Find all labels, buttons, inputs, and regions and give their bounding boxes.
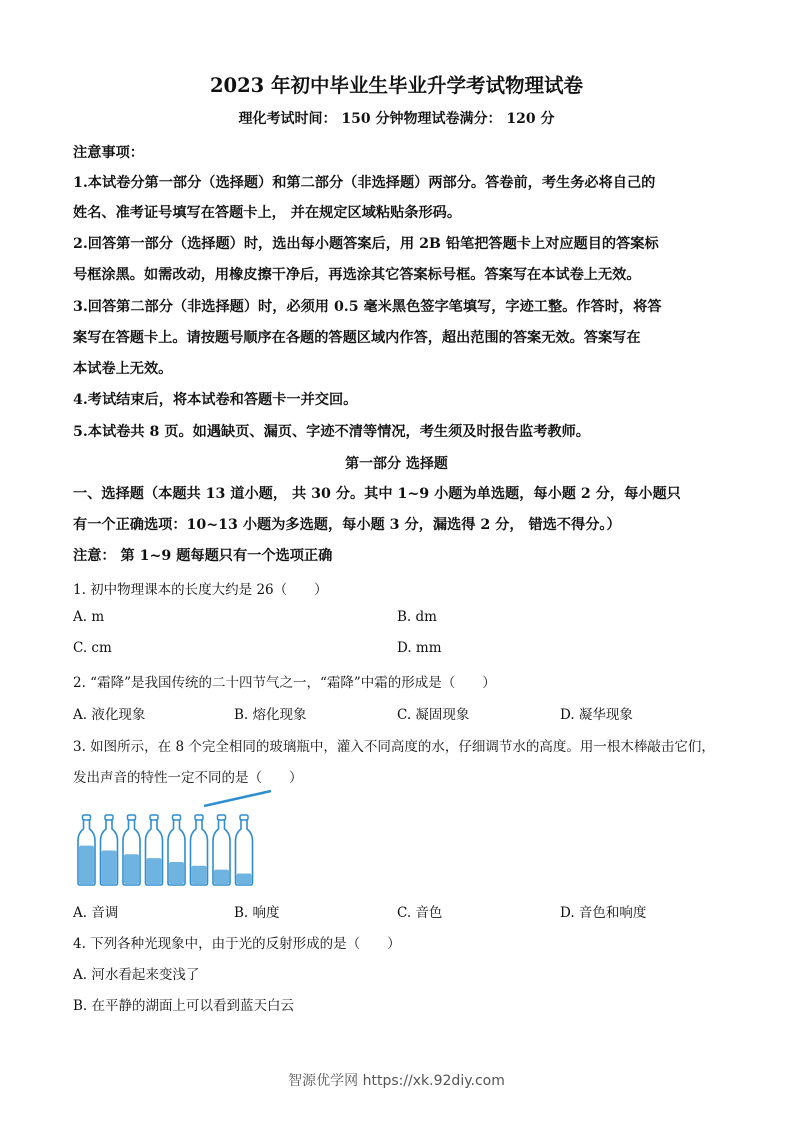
bottle-5 <box>168 815 185 885</box>
notice-line-9: 5.本试卷共 8 页。如遇缺页、漏页、字迹不清等情况，考生须及时报告监考教师。 <box>73 424 590 440</box>
question-2-stem: 2. “霜降”是我国传统的二十四节气之一，“霜降”中霜的形成是（ ） <box>73 675 496 691</box>
notice-line-4: 号框涂黑。如需改动，用橡皮擦干净后，再选涂其它答案标号框。答案写在本试卷上无效。 <box>73 267 641 283</box>
bottle-water <box>214 870 229 884</box>
bottle-7 <box>213 815 230 885</box>
question-1-option-b: B. dm <box>397 609 437 625</box>
notice-line-5: 3.回答第二部分（非选择题）时，必须用 0.5 毫米黑色签字笔填写，字迹工整。作答时，将答 <box>73 299 662 315</box>
question-3-stem-line-2: 发出声音的特性一定不同的是（ ） <box>73 770 303 786</box>
bottle-water <box>102 850 117 884</box>
exam-info: 理化考试时间： 150 分钟物理试卷满分： 120 分 <box>238 111 555 127</box>
question-3-option-d: D. 音色和响度 <box>560 905 647 921</box>
question-1-option-c: C. cm <box>73 640 112 656</box>
bottle-cap <box>150 815 158 820</box>
bottle-cap <box>128 815 136 820</box>
bottle-water <box>79 846 94 884</box>
watermark: 智源优学网 https://xk.92diy.com <box>288 1073 505 1089</box>
bottles-figure <box>70 785 280 890</box>
notice-line-8: 4.考试结束后，将本试卷和答题卡一并交回。 <box>73 392 358 408</box>
question-4-stem: 4. 下列各种光现象中，由于光的反射形成的是（ ） <box>73 936 401 952</box>
bottle-water <box>147 858 162 884</box>
bottle-water <box>192 866 207 884</box>
notice-line-2: 姓名、准考证号填写在答题卡上， 并在规定区域粘贴条形码。 <box>73 205 462 221</box>
section-line-2: 有一个正确选项：10~13 小题为多选题，每小题 3 分，漏选得 2 分， 错选不得分。） <box>73 517 621 533</box>
question-2-option-c: C. 凝固现象 <box>397 707 470 723</box>
section-line-1: 一、选择题（本题共 13 道小题， 共 30 分。其中 1~9 小题为单选题，每小题 2 分，每小题只 <box>73 486 681 502</box>
bottle-cap <box>173 815 181 820</box>
note-line: 注意： 第 1~9 题每题只有一个选项正确 <box>73 548 333 564</box>
stick <box>204 791 271 806</box>
bottle-4 <box>146 815 163 885</box>
notice-line-6: 案写在答题卡上。请按题号顺序在各题的答题区域内作答，超出范围的答案无效。答案写在 <box>73 330 641 346</box>
question-4-option-a: A. 河水看起来变浅了 <box>73 967 200 983</box>
notice-line-7: 本试卷上无效。 <box>73 361 173 377</box>
page-title: 2023 年初中毕业生毕业升学考试物理试卷 <box>209 74 584 97</box>
question-3-option-c: C. 音色 <box>397 905 443 921</box>
bottle-cap <box>218 815 226 820</box>
bottle-cap <box>83 815 91 820</box>
question-2-option-b: B. 熔化现象 <box>234 707 307 723</box>
question-3-option-a: A. 音调 <box>73 905 119 921</box>
bottle-1 <box>78 815 95 885</box>
question-1-option-a: A. m <box>73 609 105 625</box>
bottle-water <box>169 862 184 884</box>
bottle-water <box>237 873 252 884</box>
question-4-option-b: B. 在平静的湖面上可以看到蓝天白云 <box>73 998 295 1014</box>
part-one-heading: 第一部分 选择题 <box>345 456 448 472</box>
bottle-6 <box>191 815 208 885</box>
question-1-option-d: D. mm <box>397 640 442 656</box>
bottle-3 <box>123 815 140 885</box>
bottle-cap <box>105 815 113 820</box>
bottle-water <box>124 854 139 884</box>
bottle-8 <box>236 815 253 885</box>
notice-line-1: 1.本试卷分第一部分（选择题）和第二部分（非选择题）两部分。答卷前，考生务必将自己的 <box>73 175 656 191</box>
bottle-cap <box>195 815 203 820</box>
question-3-option-b: B. 响度 <box>234 905 280 921</box>
question-1-stem: 1. 初中物理课本的长度大约是 26（ ） <box>73 582 328 598</box>
bottle-2 <box>101 815 118 885</box>
question-3-stem-line-1: 3. 如图所示，在 8 个完全相同的玻璃瓶中，灌入不同高度的水，仔细调节水的高度。用一根木棒敲击它们， <box>73 739 715 755</box>
notice-heading: 注意事项： <box>73 145 144 161</box>
notice-line-3: 2.回答第一部分（选择题）时，选出每小题答案后，用 2B 铅笔把答题卡上对应题目的答案标 <box>73 236 659 252</box>
question-2-option-d: D. 凝华现象 <box>560 707 633 723</box>
question-2-option-a: A. 液化现象 <box>73 707 146 723</box>
bottle-cap <box>240 815 248 820</box>
